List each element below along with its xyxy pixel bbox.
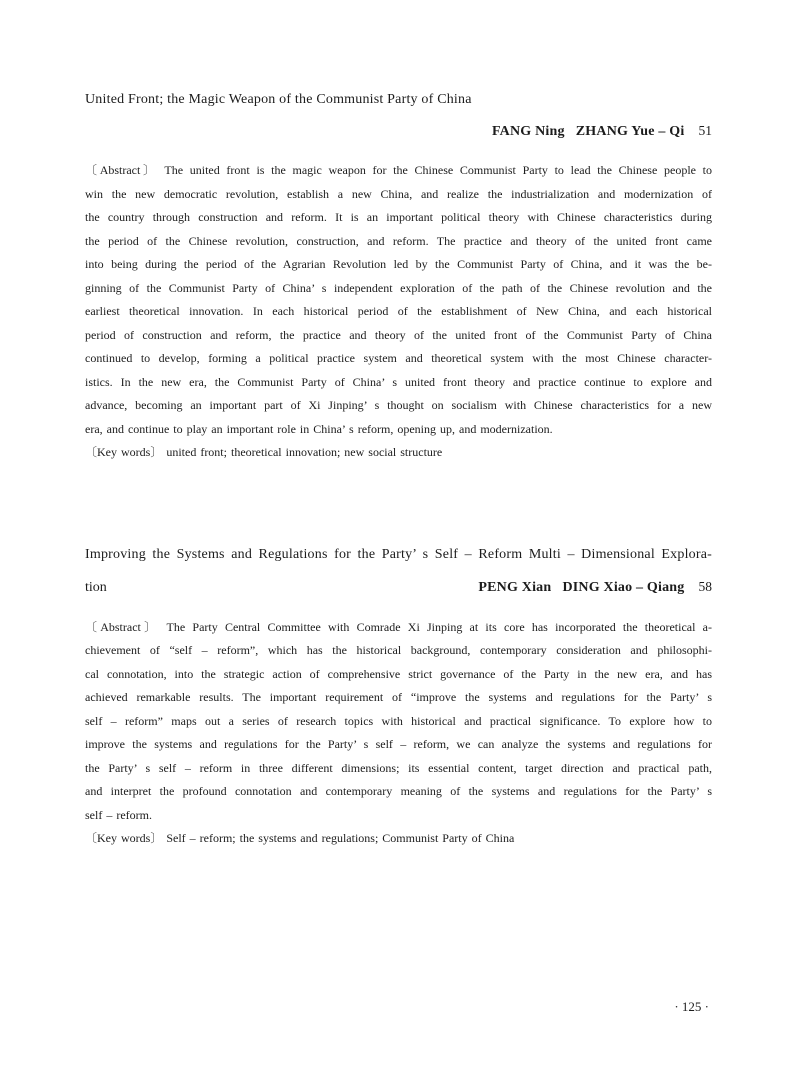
abstract-line: achieved remarkable results. The important requirement of “improve the systems and regulations for the Party’ s <box>85 690 712 704</box>
abstract-line: self – reform. <box>85 807 152 822</box>
abstract-line: era, and continue to play an important role in China’ s reform, opening up, and modernization. <box>85 421 553 436</box>
abstract-line: continued to develop, forming a political practice system and theoretical system with the most Chinese character- <box>85 351 712 365</box>
abstract-line: 〔Abstract〕 The united front is the magic weapon for the Chinese Communist Party to lead the Chinese people to <box>85 163 712 177</box>
abstract-line: win the new democratic revolution, establish a new China, and realize the industrialization and modernization of <box>85 186 712 201</box>
article-start-page: 58 <box>698 578 712 594</box>
article-title-continuation: tion <box>85 579 107 595</box>
abstract-line: into being during the period of the Agrarian Revolution led by the Communist Party of China, and it was the be- <box>85 257 712 271</box>
abstract-line: the period of the Chinese revolution, construction, and reform. The practice and theory of the united front came <box>85 233 712 248</box>
article-title: Improving the Systems and Regulations for the Party’ s Self – Reform Multi – Dimensional Explora- <box>85 546 712 562</box>
abstract-line: istics. In the new era, the Communist Party of China’ s united front theory and practice continue to explore and <box>85 374 712 389</box>
article-title-continuation-row <box>85 571 712 604</box>
abstract-line: 〔Abstract〕 The Party Central Committee with Comrade Xi Jinping at its core has incorporated the theoretical a- <box>85 619 712 634</box>
article-entry-2 <box>85 539 712 851</box>
abstract-paragraph <box>85 159 712 441</box>
article-entry-1 <box>85 90 712 465</box>
article-byline <box>478 571 712 604</box>
abstract-line: improve the systems and regulations for the Party’ s self – reform, we can analyze the systems and regulations for <box>85 737 712 751</box>
abstract-paragraph <box>85 616 712 828</box>
page-number: · 125 · <box>674 999 709 1014</box>
abstract-line: period of construction and reform, the practice and theory of the united front of the Communist Party of China <box>85 327 712 342</box>
abstract-line: the country through construction and reform. It is an important political theory with Chinese characteristics during <box>85 210 712 224</box>
abstract-line: chievement of “self – reform”, which has the historical background, contemporary consideration and philosophi- <box>85 643 712 657</box>
abstract-line: the Party’ s self – reform in three different dimensions; its essential content, target direction and practical path, <box>85 760 712 775</box>
abstract-line: and interpret the profound connotation and contemporary meaning of the systems and regulations for the Party’ s <box>85 784 712 798</box>
keywords-line: 〔Key words〕 united front; theoretical innovation; new social structure <box>85 445 443 459</box>
abstract-line: ginning of the Communist Party of China’ s independent exploration of the path of the Chinese revolution and the <box>85 280 712 295</box>
article-authors: PENG Xian DING Xiao – Qiang <box>478 579 685 595</box>
article-start-page: 51 <box>698 123 712 138</box>
abstract-line: earliest theoretical innovation. In each historical period of the establishment of New China, and each historical <box>85 304 712 318</box>
article-title: United Front; the Magic Weapon of the Communist Party of China <box>85 92 472 107</box>
article-authors: FANG Ning ZHANG Yue – Qi <box>491 124 685 139</box>
article-byline <box>85 121 712 142</box>
keywords-line: 〔Key words〕 Self – reform; the systems and regulations; Communist Party of China <box>85 831 515 845</box>
abstract-line: advance, becoming an important part of Xi Jinping’ s thought on socialism with Chinese characteristics for a new <box>85 398 712 412</box>
abstract-line: self – reform” maps out a series of research topics with historical and practical significance. To explore how to <box>85 713 712 728</box>
abstract-line: cal connotation, into the strategic action of comprehensive strict governance of the Party in the new era, and has <box>85 666 712 681</box>
